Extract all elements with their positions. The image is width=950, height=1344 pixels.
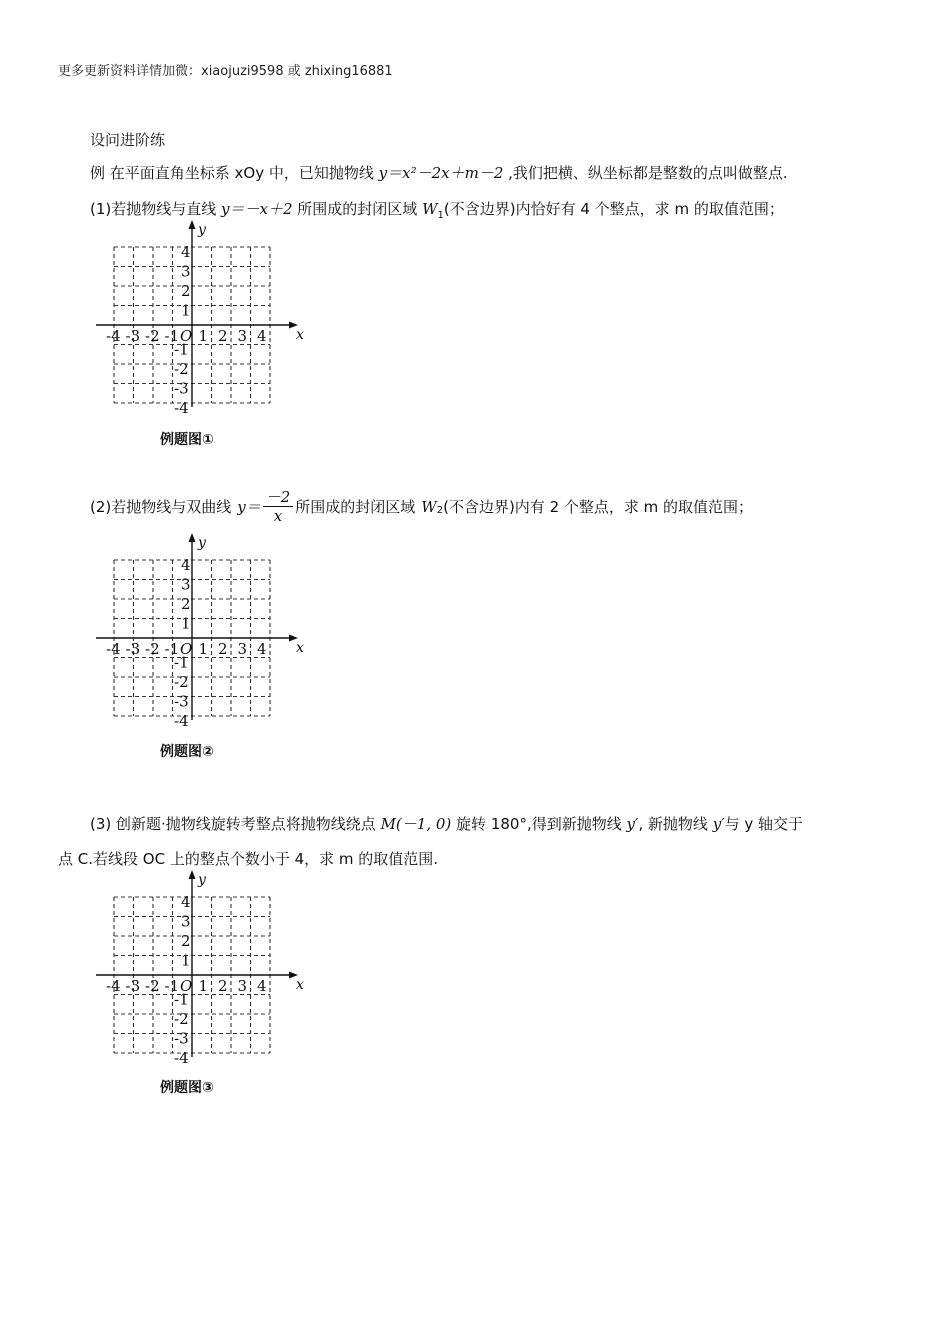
- y-tick-label: 1: [181, 614, 191, 633]
- question-3-line-2: 点 C.若线段 OC 上的整点个数小于 4，求 m 的取值范围.: [58, 850, 439, 868]
- y-tick-label: -1: [174, 990, 189, 1009]
- q3-mid1: 旋转 180°,得到新抛物线: [456, 815, 622, 833]
- q2-fraction-numerator: －2: [263, 488, 294, 507]
- parabola-equation: y＝x²－2x＋m－2: [378, 164, 504, 182]
- y-tick-label: 3: [181, 262, 191, 281]
- y-tick-label: 1: [181, 301, 191, 320]
- x-axis-label: x: [296, 327, 304, 343]
- x-tick-label: 4: [257, 640, 267, 658]
- origin-label: O: [180, 327, 193, 345]
- y-tick-label: 3: [181, 575, 191, 594]
- y-tick-label: -4: [174, 712, 189, 730]
- x-tick-label: -1: [164, 977, 180, 995]
- y-axis-label: y: [198, 872, 206, 888]
- coordinate-grid-figure-3: [92, 870, 312, 1070]
- x-tick-label: 1: [198, 640, 209, 658]
- q2-region: W: [421, 497, 437, 516]
- example-intro: [90, 162, 788, 184]
- x-tick-label: -2: [145, 640, 160, 658]
- x-tick-label: -1: [164, 327, 180, 345]
- y-tick-label: 4: [181, 893, 191, 911]
- q1-line-equation: y＝－x＋2: [221, 200, 293, 218]
- q2-y-equals: y＝: [237, 497, 261, 516]
- origin-label: O: [180, 977, 193, 995]
- x-tick-label: -4: [106, 327, 121, 345]
- y-tick-label: 2: [181, 932, 191, 950]
- x-tick-label: 2: [218, 977, 228, 995]
- x-tick-label: -3: [125, 640, 141, 658]
- q1-middle: 所围成的封闭区域: [297, 200, 418, 218]
- q3-line1-end: 与 y 轴交于: [724, 815, 804, 833]
- x-tick-label: 1: [198, 977, 209, 995]
- y-axis-label: y: [198, 222, 206, 238]
- x-tick-label: -3: [125, 977, 141, 995]
- q2-middle: 所围成的封闭区域: [295, 497, 416, 516]
- x-tick-label: -4: [106, 977, 121, 995]
- question-3-line-1: [90, 813, 803, 835]
- x-tick-label: 2: [218, 327, 228, 345]
- x-tick-label: 4: [257, 977, 267, 995]
- q3-yprime-2: y′: [712, 815, 725, 833]
- y-tick-label: -1: [174, 340, 189, 359]
- x-axis-label: x: [296, 640, 304, 656]
- y-axis-arrow-icon: [189, 220, 196, 229]
- x-tick-label: 1: [198, 327, 209, 345]
- y-tick-label: 1: [181, 951, 191, 970]
- x-tick-label: 4: [257, 327, 267, 345]
- y-tick-label: 4: [181, 556, 191, 574]
- q2-fraction: [263, 488, 294, 525]
- coordinate-grid-figure-2: [92, 533, 312, 733]
- y-tick-label: -2: [174, 1010, 189, 1028]
- x-tick-label: 3: [237, 977, 248, 995]
- q1-prefix: (1)若抛物线与直线: [90, 200, 217, 218]
- y-tick-label: -1: [174, 653, 189, 672]
- origin-label: O: [180, 640, 193, 658]
- question-2: [90, 488, 753, 525]
- q1-region: W: [422, 200, 438, 218]
- y-tick-label: 4: [181, 243, 191, 261]
- y-tick-label: -3: [174, 1029, 189, 1048]
- q2-suffix: (不含边界)内有 2 个整点，求 m 的取值范围；: [443, 497, 754, 516]
- coordinate-grid-figure-1: [92, 220, 312, 420]
- q3-point: M(－1, 0): [380, 815, 452, 833]
- q1-region-sub: 1: [437, 210, 444, 221]
- y-tick-label: 2: [181, 282, 191, 300]
- x-tick-label: -1: [164, 640, 180, 658]
- y-tick-label: -4: [174, 1049, 189, 1067]
- header-note: 更多更新资料详情加微：xiaojuzi9598 或 zhixing16881: [58, 64, 393, 79]
- x-tick-label: 3: [237, 327, 248, 345]
- x-tick-label: 3: [237, 640, 248, 658]
- x-tick-label: -2: [145, 977, 160, 995]
- q2-region-sub: 2: [436, 504, 444, 516]
- x-tick-label: 2: [218, 640, 228, 658]
- figure-2-caption: 例题图②: [160, 744, 214, 760]
- y-axis-arrow-icon: [189, 870, 196, 879]
- q3-yprime: y′: [626, 815, 639, 833]
- q3-prefix: (3) 创新题·抛物线旋转考整点将抛物线绕点: [90, 815, 376, 833]
- y-tick-label: -2: [174, 673, 189, 691]
- q2-prefix: (2)若抛物线与双曲线: [90, 497, 232, 516]
- y-tick-label: -3: [174, 379, 189, 398]
- q2-fraction-denominator: x: [273, 507, 283, 525]
- y-tick-label: 2: [181, 595, 191, 613]
- q1-suffix: (不含边界)内恰好有 4 个整点，求 m 的取值范围；: [443, 200, 784, 218]
- y-tick-label: -2: [174, 360, 189, 378]
- figure-3-caption: 例题图③: [160, 1080, 214, 1096]
- intro-prefix: 例 在平面直角坐标系 xOy 中，已知抛物线: [90, 164, 374, 182]
- y-axis-label: y: [198, 535, 206, 551]
- x-tick-label: -4: [106, 640, 121, 658]
- y-tick-label: 3: [181, 912, 191, 931]
- figure-1-caption: 例题图①: [160, 432, 214, 448]
- intro-suffix: ,我们把横、纵坐标都是整数的点叫做整点.: [508, 164, 788, 182]
- x-tick-label: -2: [145, 327, 160, 345]
- x-tick-label: -3: [125, 327, 141, 345]
- y-tick-label: -3: [174, 692, 189, 711]
- x-axis-label: x: [296, 977, 304, 993]
- y-axis-arrow-icon: [189, 533, 196, 542]
- section-title: 设问进阶练: [90, 131, 166, 149]
- q3-mid2: , 新抛物线: [638, 815, 708, 833]
- y-tick-label: -4: [174, 399, 189, 417]
